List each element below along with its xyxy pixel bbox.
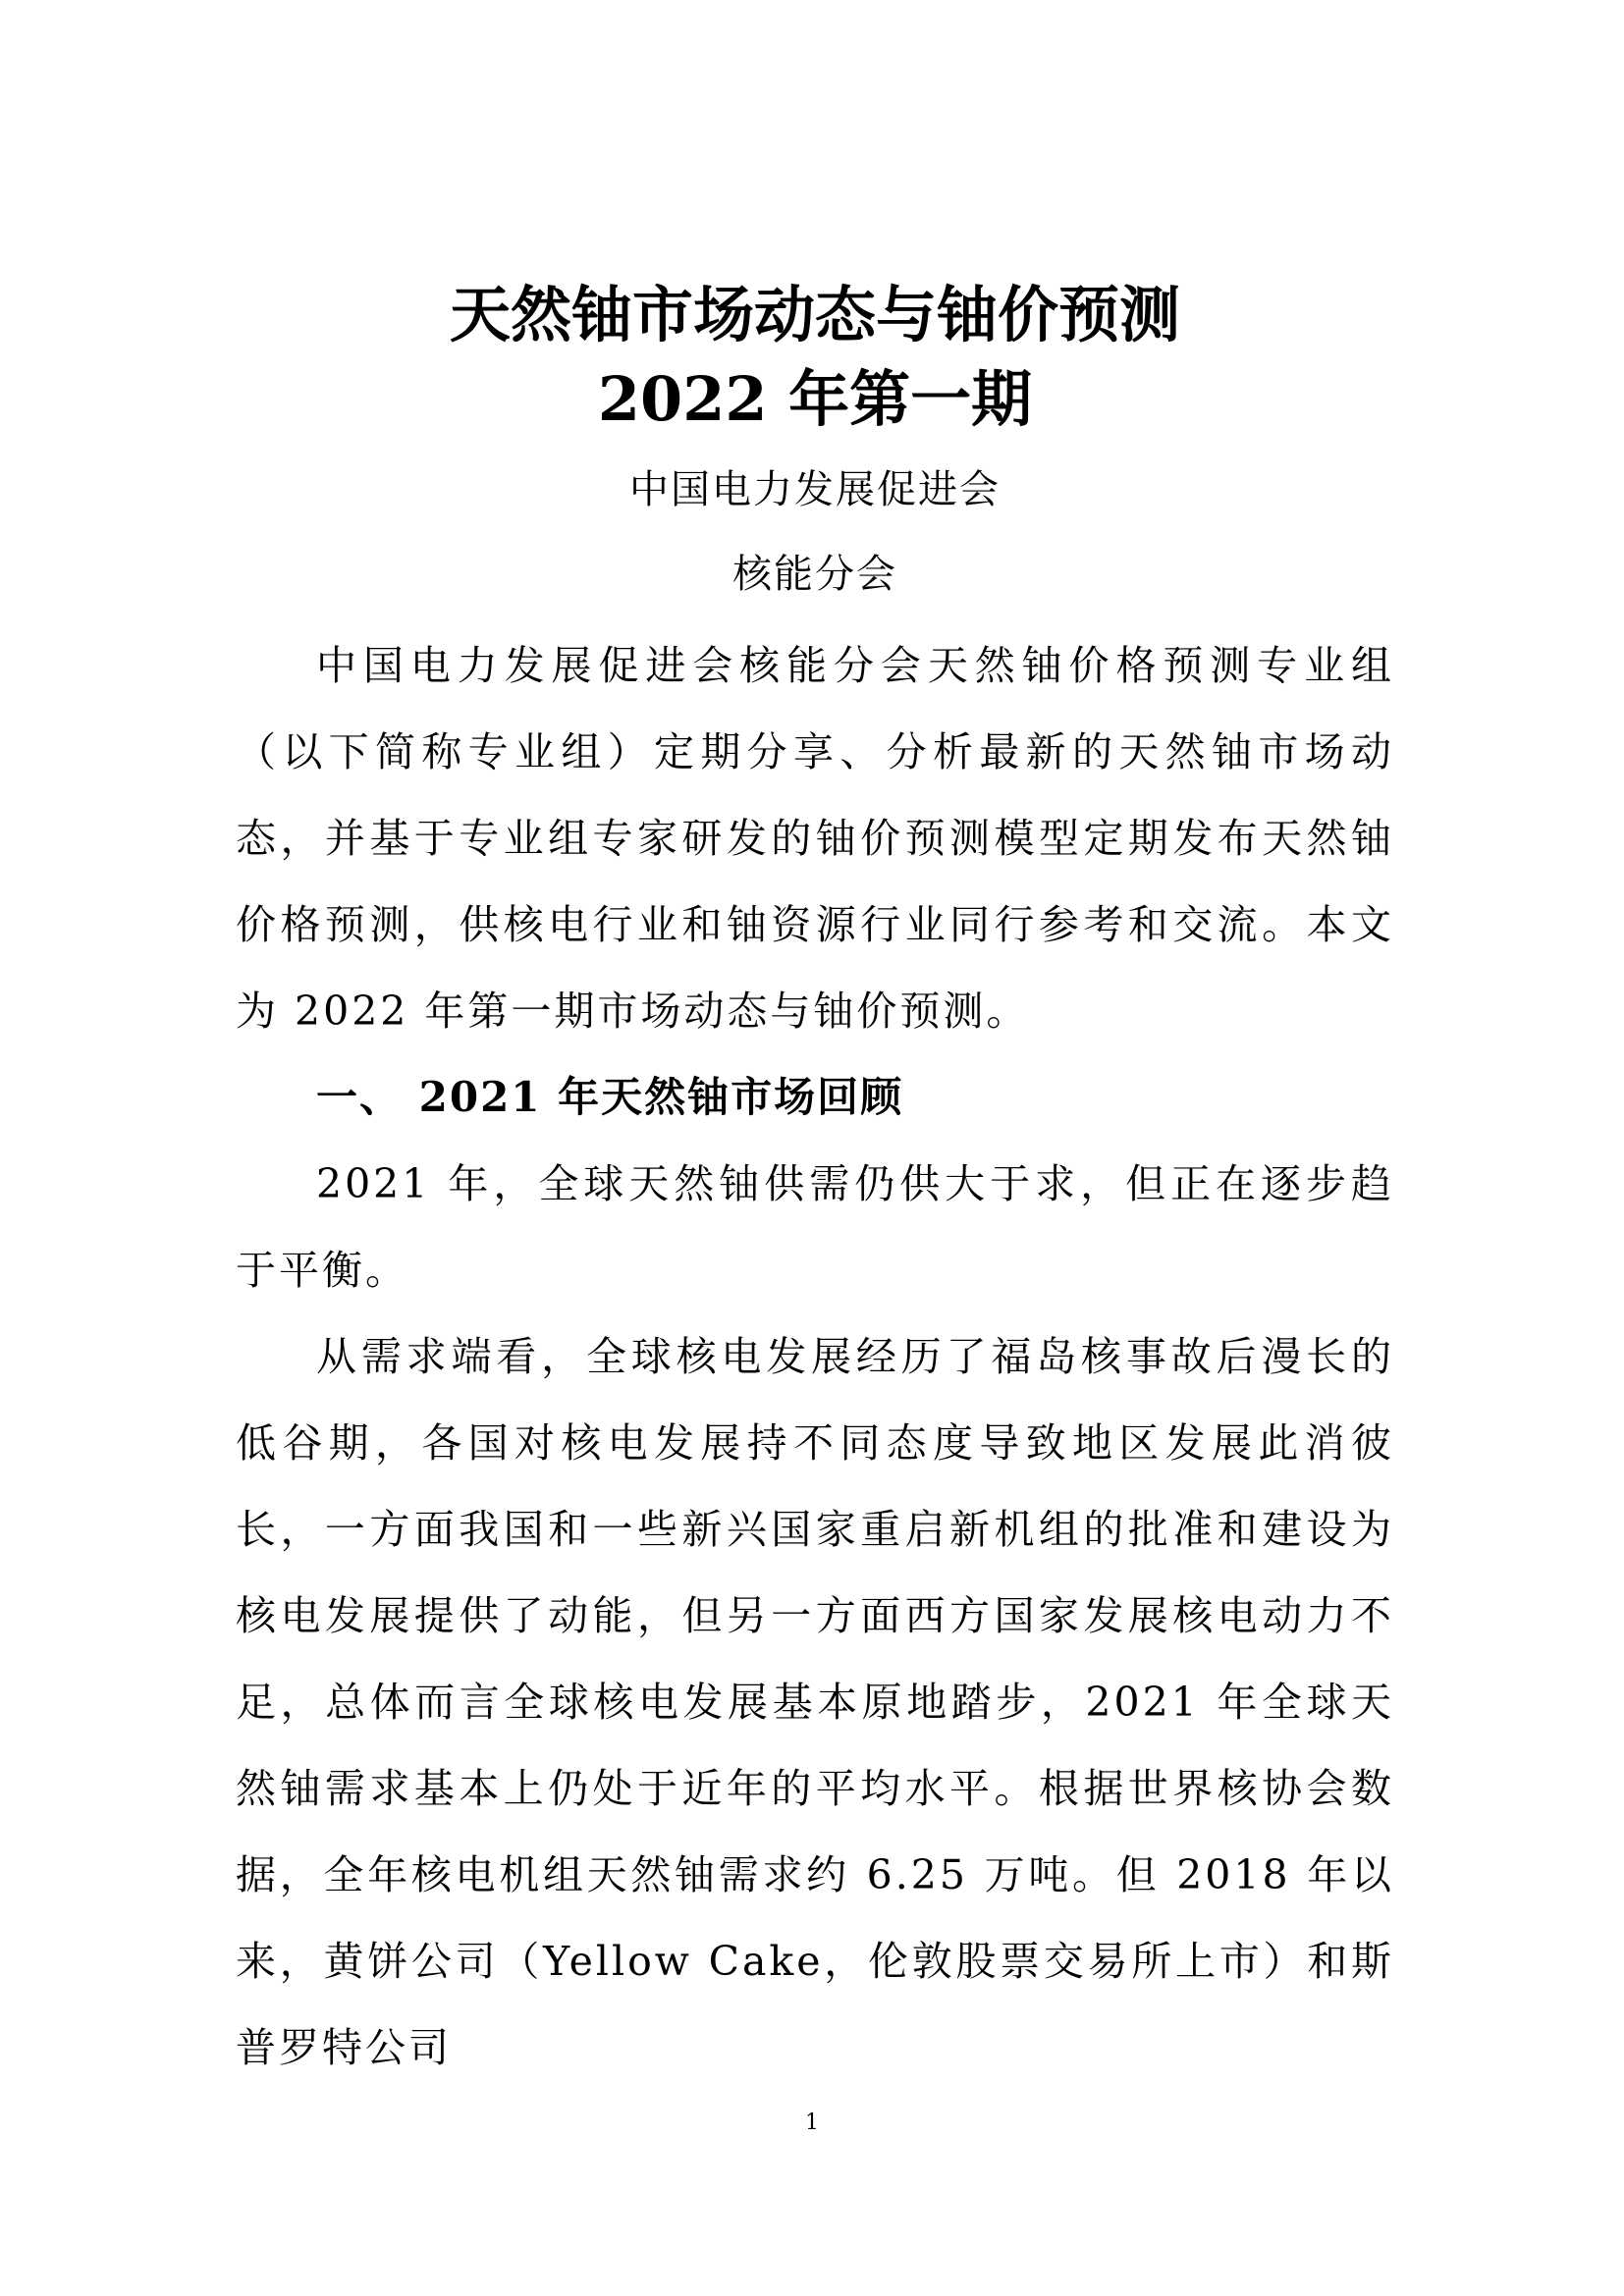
section1-paragraph-2: 从需求端看，全球核电发展经历了福岛核事故后漫长的低谷期，各国对核电发展持不同态度导致地区发展此消彼长，一方面我国和一些新兴国家重启新机组的批准和建设为核电发展提供了动能，但另一方面西方国家发展核电动力不足，总体而言全球核电发展基本原地踏步，2021 年全球天然铀需求基本上仍处于近年的平均水平。根据世界核协会数据，全年核电机组天然铀需求约 6.25 万吨。但 2018 年以来，黄饼公司（Yellow Cake，伦敦股票交易所上市）和斯普罗特公司 (236, 1333, 1394, 2071)
section-heading-1: 一、 2021 年天然铀市场回顾 (316, 1073, 904, 1121)
document-body (236, 273, 1394, 2091)
section1-paragraph-1: 2021 年，全球天然铀供需仍供大于求，但正在逐步趋于平衡。 (236, 1160, 1394, 1294)
organization-name: 中国电力发展促进会 (629, 467, 1001, 512)
organization-branch: 核能分会 (732, 552, 897, 597)
document-title-line2: 2022 年第一期 (597, 363, 1033, 435)
page-number: 1 (805, 2110, 819, 2135)
document-title-line1: 天然铀市场动态与铀价预测 (449, 279, 1180, 350)
intro-paragraph: 中国电力发展促进会核能分会天然铀价格预测专业组（以下简称专业组）定期分享、分析最新的天然铀市场动态，并基于专业组专家研发的铀价预测模型定期发布天然铀价格预测，供核电行业和铀资源行业同行参考和交流。本文为 2022 年第一期市场动态与铀价预测。 (236, 642, 1394, 1035)
